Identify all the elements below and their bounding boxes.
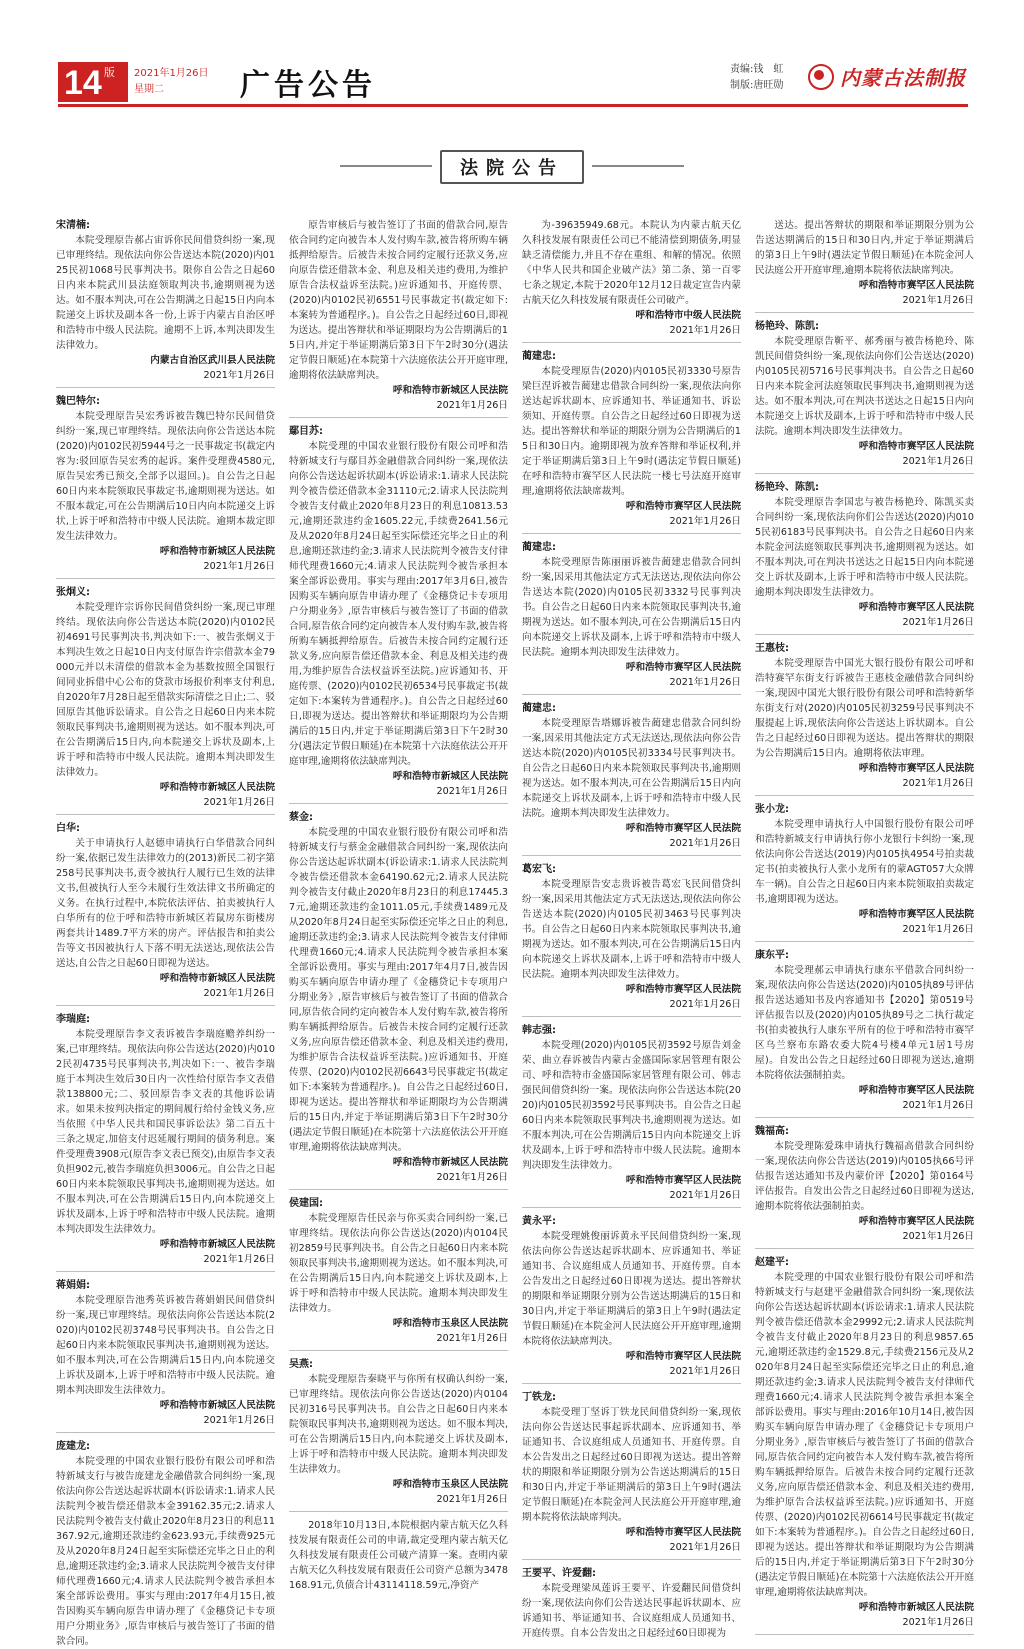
court-notice [56, 218, 275, 383]
notice-date: 2021年1月26日 [902, 924, 974, 935]
notice-party: 魏福高: [755, 1126, 789, 1137]
court-notice [289, 1518, 508, 1593]
notice-party: 张炯义: [56, 587, 90, 598]
court-notice-banner [340, 148, 684, 184]
court-notice [755, 218, 974, 308]
notice-party: 丁铁龙: [522, 1392, 556, 1403]
notice-divider [755, 1117, 974, 1118]
notice-divider [755, 1248, 974, 1249]
notice-court: 呼和浩特市新城区人民法院 [858, 1602, 974, 1613]
notice-court: 呼和浩特市赛罕区人民法院 [858, 763, 974, 774]
notice-party: 蔺建忠: [522, 703, 556, 714]
notice-party: 王惠枝: [755, 643, 789, 654]
notice-divider [755, 795, 974, 796]
notice-date: 2021年1月26日 [203, 797, 275, 808]
notice-court: 呼和浩特市新城区人民法院 [159, 782, 275, 793]
court-notice [56, 1012, 275, 1267]
notice-party: 黄永平: [522, 1216, 556, 1227]
notice-body: 本院受理原告中国光大银行股份有限公司呼和浩特赛罕东街支行诉被告王惠枝金融借款合同纠纷一案,现因中国光大银行股份有限公司呼和浩特新华东街支行对(2020)内0105民初3259号民事判决不服提起上诉,现依法向你公告送达上诉状副本。自公告之日起经过60日即视为送达。提出答辩状的期限为公告期满后15日内。逾期将依法审理。 [755, 658, 974, 759]
notice-party: 鄢目苏: [289, 426, 323, 437]
notice-divider [755, 473, 974, 474]
notice-party: 侯建国: [289, 1198, 323, 1209]
notice-divider [522, 533, 741, 534]
notice-date: 2021年1月26日 [902, 617, 974, 628]
producer: 制版:唐旺勋 [730, 80, 784, 91]
notice-divider [522, 1559, 741, 1560]
notice-divider [56, 1271, 275, 1272]
notice-body: 为-39635949.68元。本院认为内蒙古航天亿久科技发展有限责任公司已不能清偿到期债务,明显缺乏清偿能力,并且不存在重组、和解的情况。依照《中华人民共和国企业破产法》第二条、第一百零七条之规定,本院于2020年12月12日裁定宣告内蒙古航天亿久科技发展有限责任公司破产。 [522, 220, 741, 306]
notice-body: 本院受理申请执行人中国银行股份有限公司呼和浩特新城支行申请执行你小龙银行卡纠纷一案,现依法向你公告送达(2019)内0105执4954号拍卖裁定书(拍卖被执行人张小龙所有的蒙AGT057大众牌车一辆)。自公告之日起60日内来本院领取拍卖裁定书,逾期即视为送达。 [755, 819, 974, 905]
notice-body: 本院受理原告安志贵诉被告葛宏飞民间借贷纠纷一案,因采用其他法定方式无法送达,现依法向你公告送达本院(2020)内0105民初3463号民事判决书。自公告之日起60日内来本院领取民事判决书,逾期视为送达。如不服本判决,可在公告期满后15日内向本院递交上诉状及副本,上诉于呼和浩特市中级人民法院。逾期本判决即发生法律效力。 [522, 879, 741, 980]
notice-body: 本院受理的中国农业银行股份有限公司呼和浩特新城支行与蔡金金融借款合同纠纷一案,现依法向你公告送达起诉状副本(诉讼请求:1.请求人民法院判令被告偿还借款本金64190.62元;2.请求人民法院判令被告支付截止2020年8月23日的利息17445.37元,逾期还款违约金1011.05元,手续费1489元及从2020年8月24日起至实际偿还完毕之日止的利息,逾期还款违约金;3.请求人民法院判令被告支付律师代理费1660元;4.请求人民法院判令被告承担本案全部诉讼费用。事实与理由:2017年4月7日,被告因购买车辆向原告申请办理了《金穗贷记卡专项用户分期业务》,原告审核后与被告签订了书面的借款合同,原告依合同约定向被告本人发付购车款,被告将所购车辆抵押给原告。后被告未按合同约定履行还款义务,应向原告偿还借款本金、利息及相关违约费用,为维护原告合法权益诉至法院。)应诉通知书、开庭传票、(2020)内0102民初6643号民事裁定书(裁定如下:本案转为普通程序。)。自公告之日起经过60日,即视为送达。提出答辩状和举证期限均为公告期满后的15日内,并定于举证期满后第3日下午2时30分(遇法定节假日顺延)在本院第十六法庭依法公开开庭审理,逾期将依法缺席判决。 [289, 827, 508, 1153]
notice-party: 杨艳玲、陈凯: [755, 482, 819, 493]
notice-body: 本院受理原告陈丽丽诉被告蔺建忠借款合同纠纷一案,因采用其他法定方式无法送达,现依法向你公告送达本院(2020)内0105民初3332号民事判决书。自公告之日起60日内来本院领取民事判决书,逾期视为送达。如不服本判决,可在公告期满后15日内向本院递交上诉状及副本,上诉于呼和浩特市中级人民法院。逾期本判决即发生法律效力。 [522, 557, 741, 658]
notice-body: 本院受理(2020)内0105民初3592号原告刘金荣、曲立春诉被告内蒙古金盛国际家居管理有限公司、呼和浩特市金盛国际家居管理有限公司、韩志强民间借贷纠纷一案。现依法向你公告送达本院(2020)内0105民初3592号民事判决书。自公告之日起60日内来本院领取民事判决书,逾期则视为送达。如不服本判决,可在公告期满后15日内向本院递交上诉状及副本,上诉于呼和浩特市中级人民法院。逾期本判决即发生法律效力。 [522, 1040, 741, 1171]
notice-date: 2021年1月26日 [902, 1617, 974, 1628]
notice-date: 2021年1月26日 [436, 1172, 508, 1183]
newspaper-name: 内蒙古法制报 [840, 66, 966, 90]
notice-party: 白华: [56, 823, 80, 834]
notice-divider [289, 1350, 508, 1351]
notice-party: 蔺建忠: [522, 542, 556, 553]
notice-date: 2021年1月26日 [436, 786, 508, 797]
court-notice [522, 1214, 741, 1379]
page-header [0, 0, 1024, 120]
page-number-badge [58, 62, 128, 102]
notice-court: 呼和浩特市赛罕区人民法院 [858, 1085, 974, 1096]
notice-court: 呼和浩特市赛罕区人民法院 [625, 823, 741, 834]
notice-date: 2021年1月26日 [669, 1542, 741, 1553]
notice-party: 王要平、许爱翻: [522, 1568, 596, 1579]
notice-body: 本院受理原告任民亲与你买卖合同纠纷一案,已审理终结。现依法向你公告送达(2020)内0104民初2859号民事判决书。自公告之日起60日内来本院领取民事判决书,逾期则视为送达。如不服本判决,可在公告期满后15日内,向本院递交上诉状及副本,上诉于呼和浩特市中级人民法院。逾期本判决即发生法律效力。 [289, 1213, 508, 1314]
notice-body: 本院受理的中国农业银行股份有限公司呼和浩特新城支行与被告庞建龙金融借款合同纠纷一案,现依法向你公告送达起诉状副本(诉讼请求:1.请求人民法院判令被告偿还借款本金39162.35元;2.请求人民法院判令被告支付截止2020年8月23日的利息11367.92元,逾期还款违约金623.93元,手续费925元及从2020年8月24日起至实际偿还完毕之日止的利息,逾期还款违约金;3.请求人民法院判令被告支付律师代理费1660元;4.请求人民法院判令被告承担本案全部诉讼费用。事实与理由:2017年4月15日,被告因购买车辆向原告申请办理了《金穗贷记卡专项用户分期业务》,原告审核后与被告签订了书面的借款合同。 [56, 1456, 275, 1647]
court-notice [56, 585, 275, 810]
notice-party: 葛宏飞: [522, 864, 556, 875]
court-notice [755, 480, 974, 630]
notice-court: 呼和浩特市玉泉区人民法院 [392, 1318, 508, 1329]
notice-divider [522, 1016, 741, 1017]
notice-date: 2021年1月26日 [902, 456, 974, 467]
notice-court: 呼和浩特市赛罕区人民法院 [625, 984, 741, 995]
editor: 责编:钱 虹 [730, 64, 784, 75]
page-number: 14 [64, 64, 102, 102]
notice-date: 2021年1月26日 [902, 1231, 974, 1242]
court-notice [755, 319, 974, 469]
notice-divider [289, 803, 508, 804]
section-title: 广告公告 [240, 68, 376, 103]
notice-date: 2021年1月26日 [669, 1190, 741, 1201]
notice-date: 2021年1月26日 [436, 1494, 508, 1505]
notice-body: 本院受理原告塔娜诉被告蔺建忠借款合同纠纷一案,因采用其他法定方式无法送达,现依法向你公告送达本院(2020)内0105民初3334号民事判决书。自公告之日起60日内来本院领取民事判决书,逾期则视为送达。如不服本判决,可在公告期满后15日内向本院递交上诉状及副本,上诉于呼和浩特市中级人民法院。逾期本判决即发生法律效力。 [522, 718, 741, 819]
notice-court: 呼和浩特市新城区人民法院 [159, 546, 275, 557]
notice-body: 本院受理原告(2020)内0105民初3330号原告梁巨涅诉被告蔺建忠借款合同纠纷一案,现依法向你送达起诉状副本、应诉通知书、举证通知书、诉讼须知、开庭传票。自公告之日起经过60日即视为送达。提出答辩状和举证的期限分别为公告期满后的15日和30日内。逾期即视为放弃答辩和举证权利,并定于举证期满后第3日上午9时(遇法定节假日顺延)在呼和浩特市赛罕区人民法院一楼七号法庭开庭审理,逾期将依法缺席裁判。 [522, 366, 741, 497]
court-notice [56, 821, 275, 1001]
banner-line-right [592, 165, 684, 167]
column-3 [522, 218, 741, 1639]
court-notice [522, 1390, 741, 1555]
notice-body: 本院受理原告靳平、郝秀丽与被告杨艳玲、陈凯民间借贷纠纷一案,现依法向你们公告送达(2020)内0105民初5716号民事判决书。自公告之日起60日内来本院金河法庭领取民事判决书,逾期则视为送达。如不服本判决,可在判决书送达之日起15日内向本院递交上诉状及副本,上诉于呼和浩特市中级人民法院。逾期本判决即发生法律效力。 [755, 336, 974, 437]
notice-party: 李瑞庭: [56, 1014, 90, 1025]
notice-body: 本院受理原告李文表诉被告李瑞庭赡养纠纷一案,已审理终结。现依法向你公告送达(2020)内0102民初4735号民事判决书,判决如下:一、被告李瑞庭于本判决生效后30日内一次性给付原告李文表借款138800元;二、驳回原告李文表的其他诉讼请求。如果未按判决指定的期间履行给付金钱义务,应当依照《中华人民共和国民事诉讼法》第二百五十三条之规定,加倍支付迟延履行期间的债务利息。案件受理费3908元(原告李文表已预交),由原告李文表负担902元,被告李瑞庭负担3006元。自公告之日起60日内来本院领取民事判决书,逾期则视为送达。如不服本判决,可在公告期满后15日内,向本院递交上诉状及副本,上诉于呼和浩特市中级人民法院。逾期本判决即发生法律效力。 [56, 1029, 275, 1235]
court-notice [289, 1196, 508, 1346]
notice-court: 呼和浩特市赛罕区人民法院 [858, 1216, 974, 1227]
notice-body: 关于申请执行人赵德申请执行白华借款合同纠纷一案,依据已发生法律效力的(2013)新民二初字第258号民事判决书,责令被执行人履行已生效的法律文书,但被执行人至今未履行生效法律文书所确定的义务。在执行过程中,本院依法评估、拍卖被执行人白华所有的位于呼和浩特市新城区若鼠房东街楼房两套共计1489.7平方米的房产。评估报告和拍卖公告等文书因被执行人下落不明无法送达,现依法公告送达,自公告之日起60日即视为送达。 [56, 838, 275, 969]
notice-date: 2021年1月26日 [902, 778, 974, 789]
column-1 [56, 218, 275, 1647]
notice-party: 蔡金: [289, 812, 313, 823]
notice-court: 呼和浩特市新城区人民法院 [392, 1157, 508, 1168]
header-rule [58, 104, 968, 107]
court-notice [289, 424, 508, 799]
notice-court: 呼和浩特市赛罕区人民法院 [858, 280, 974, 291]
newspaper-logo [808, 62, 966, 91]
column-2 [289, 218, 508, 1591]
notice-date: 2021年1月26日 [203, 988, 275, 999]
issue-date-block [134, 66, 209, 98]
notice-body: 送达。提出答辩状的期限和举证期限分别为公告送达期满后的15日和30日内,并定于举证期满后的第3日上午9时(遇法定节假日顺延)在本院金河人民法庭公开开庭审理,逾期本院将依法缺席判决。 [755, 220, 974, 276]
notice-party: 张小龙: [755, 804, 789, 815]
court-notice [755, 948, 974, 1113]
notice-party: 蒋娟娟: [56, 1280, 90, 1291]
notice-court: 内蒙古自治区武川县人民法院 [150, 355, 275, 366]
notice-court: 呼和浩特市赛罕区人民法院 [858, 441, 974, 452]
emblem-icon [808, 64, 834, 90]
notice-body: 本院受理原告郝占宙诉你民间借贷纠纷一案,现已审理终结。现依法向你公告送达本院(2020)内0125民初1068号民事判决书。限你自公告之日起60日内来本院武川县法庭领取判决书,逾期则视为送达。如不服本判决,可在公告期满之日起15日内向本院递交上诉状及副本各一份,上诉于内蒙古自治区呼和浩特市中级人民法院。逾期不上诉,本判决即发生法律效力。 [56, 235, 275, 351]
court-notice [289, 810, 508, 1185]
notice-date: 2021年1月26日 [902, 295, 974, 306]
notice-columns [56, 218, 974, 1647]
court-notice [56, 1278, 275, 1428]
notice-date: 2021年1月26日 [902, 1100, 974, 1111]
notice-body: 本院受理的中国农业银行股份有限公司呼和浩特新城支行与赵建平金融借款合同纠纷一案,现依法向你公告送达起诉状副本(诉讼请求:1.请求人民法院判令被告偿还借款本金29992元;2.请求人民法院判令被告支付截止2020年8月23日的利息9857.65元,逾期还款违约金1529.8元,手续费2156元及从2020年8月24日起至实际偿还完毕之日止的利息,逾期还款违约金;3.请求人民法院判令被告支付律师代理费1660元;4.请求人民法院判令被告承担本案全部诉讼费用。事实与理由:2016年10月14日,被告因购买车辆向原告申请办理了《金穗贷记卡专项用户分期业务》,原告审核后与被告签订了书面的借款合同,原告依合同约定向被告本人发付购车款,被告将所购车辆抵押给原告。后被告未按合同约定履行还款义务,应向原告偿还借款本金、利息及相关违约费用,为维护原告合法权益诉至法院。)应诉通知书、开庭传票、(2020)内0102民初6614号民事裁定书(裁定如下:本案转为普通程序。)。自公告之日起经过60日,即视为送达。提出答辩状和举证期限均为公告期满后的15日内,并定于举证期满后第3日下午2时30分(遇法定节假日顺延)在本院第十六法庭依法公开开庭审理,逾期将依法缺席判决。 [755, 1272, 974, 1598]
notice-court: 呼和浩特市新城区人民法院 [159, 973, 275, 984]
notice-divider [56, 1432, 275, 1433]
column-4 [755, 218, 974, 1628]
court-notice [522, 218, 741, 338]
notice-court: 呼和浩特市赛罕区人民法院 [858, 602, 974, 613]
notice-court: 呼和浩特市新城区人民法院 [392, 385, 508, 396]
notice-court: 呼和浩特市新城区人民法院 [159, 1400, 275, 1411]
notice-party: 吴燕: [289, 1359, 313, 1370]
banner-line-left [340, 165, 432, 167]
notice-court: 呼和浩特市中级人民法院 [635, 310, 741, 321]
notice-date: 2021年1月26日 [669, 999, 741, 1010]
notice-court: 呼和浩特市新城区人民法院 [392, 771, 508, 782]
court-notice [522, 701, 741, 851]
notice-body: 本院受理的中国农业银行股份有限公司呼和浩特新城支行与鄢目苏金融借款合同纠纷一案,现依法向你公告送达起诉状副本(诉讼请求:1.请求人民法院判令被告偿还借款本金31110元;2.请求人民法院判令被告支付截止2020年8月23日的利息10813.53元,逾期还款违约金1605.22元,手续费2641.56元及从2020年8月24日起至实际偿还完毕之日止的利息,逾期还款违约金;3.请求人民法院判令被告支付律师代理费1660元;4.请求人民法院判令被告承担本案全部诉讼费用。事实与理由:2017年3月6日,被告因购买车辆向原告申请办理了《金穗贷记卡专项用户分期业务》,原告审核后与被告签订了书面的借款合同,原告依合同约定向被告本人发付购车款,被告将所购车辆抵押给原告。后被告未按合同约定履行还款义务,应向原告偿还借款本金、利息及相关违约费用,为维护原告合法权益诉至法院。)应诉通知书、开庭传票、(2020)内0102民初6534号民事裁定书(裁定如下:本案转为普通程序。)。自公告之日起经过60日,即视为送达。提出答辩状和举证期限均为公告期满后的15日内,并定于举证期满后第3日下午2时30分(遇法定节假日顺延)在本院第十六法庭依法公开开庭审理,逾期将依法缺席判决。 [289, 441, 508, 767]
notice-body: 本院受理许宗诉你民间借贷纠纷一案,现已审理终结。现依法向你公告送达本院(2020)内0102民初4691号民事判决书,判决如下:一、被告张炯义于本判决生效之日起10日内支付原告许宗借款本金79000元并以未清偿的借款本金为基数按照全国银行间同业拆借中心公布的贷款市场报价利率支付利息,自2020年7月28日起至借款实际清偿之日止;二、驳回原告其他诉讼请求。自公告之日起60日内来本院领取民事判决书,逾期则视为送达。如不服本判决,可在公告期满后15日内,向本院递交上诉状及副本,上诉于呼和浩特市中级人民法院。逾期本判决即发生法律效力。 [56, 602, 275, 778]
notice-court: 呼和浩特市赛罕区人民法院 [625, 501, 741, 512]
notice-body: 本院受理原告李国忠与被告杨艳玲、陈凯买卖合同纠纷一案,现依法向你们公告送达(2020)内0105民初6183号民事判决书。自公告之日起60日内来本院金河法庭领取民事判决书,逾期则视为送达。如不服本判决,可在判决书送达之日起15日内向本院递交上诉状及副本,上诉于呼和浩特市中级人民法院。逾期本判决即发生法律效力。 [755, 497, 974, 598]
notice-divider [56, 578, 275, 579]
issue-date: 2021年1月26日 [134, 68, 209, 79]
court-notice [289, 1357, 508, 1507]
editor-credits [730, 62, 783, 94]
notice-body: 原告审核后与被告签订了书面的借款合同,原告依合同约定向被告本人发付购车款,被告将所购车辆抵押给原告。后被告未按合同约定履行还款义务,应向原告偿还借款本金、利息及相关违约费用,为维护原告合法权益诉至法院。)应诉通知书、开庭传票、(2020)内0102民初6551号民事裁定书(裁定如下:本案转为普通程序。)。自公告之日起经过60日,即视为送达。提出答辩状和举证期限均为公告期满后的15日内,并定于举证期满后第3日下午2时30分(遇法定节假日顺延)在本院第十六法庭依法公开开庭审理,逾期将依法缺席判决。 [289, 220, 508, 381]
notice-date: 2021年1月26日 [203, 370, 275, 381]
banner-title: 法院公告 [440, 150, 584, 184]
notice-date: 2021年1月26日 [436, 1333, 508, 1344]
notice-body: 本院受理原告池秀英诉被告蒋娟娟民间借贷纠纷一案,现已审理终结。现依法向你公告送达本院(2020)内0102民初3748号民事判决书。自公告之日起60日内来本院领取民事判决书,逾期则视为送达。如不服本判决,可在公告期满后15日内,向本院递交上诉状及副本,上诉于呼和浩特市中级人民法院。逾期本判决即发生法律效力。 [56, 1295, 275, 1396]
notice-party: 康东平: [755, 950, 789, 961]
notice-body: 本院受理原告吴宏秀诉被告魏巴特尔民间借贷纠纷一案,现已审理终结。现依法向你公告送达本院(2020)内0102民初5944号之一民事裁定书(裁定内容为:驳回原告吴宏秀的起诉。案件受理费4580元,原告吴宏秀已预交,全部予以退回。)。自公告之日起60日内来本院领取民事裁定书,逾期则视为送达。如不服本裁定,可在公告期满后10日内向本院递交上诉状,上诉于呼和浩特市中级人民法院。逾期本裁定即发生法律效力。 [56, 411, 275, 542]
court-notice [56, 394, 275, 574]
notice-court: 呼和浩特市赛罕区人民法院 [625, 1175, 741, 1186]
court-notice [755, 641, 974, 791]
notice-divider [289, 417, 508, 418]
notice-divider [289, 1511, 508, 1512]
notice-divider [522, 1383, 741, 1384]
notice-party: 庞建龙: [56, 1441, 90, 1452]
notice-divider [522, 694, 741, 695]
notice-date: 2021年1月26日 [203, 1254, 275, 1265]
court-notice [522, 862, 741, 1012]
notice-party: 赵建平: [755, 1257, 789, 1268]
notice-party: 宋清楠: [56, 220, 90, 231]
court-notice [522, 1566, 741, 1641]
notice-divider [56, 1005, 275, 1006]
notice-party: 韩志强: [522, 1025, 556, 1036]
notice-date: 2021年1月26日 [669, 677, 741, 688]
notice-date: 2021年1月26日 [436, 400, 508, 411]
notice-divider [755, 312, 974, 313]
court-notice [56, 1439, 275, 1649]
notice-court: 呼和浩特市玉泉区人民法院 [392, 1479, 508, 1490]
court-notice [289, 218, 508, 413]
notice-party: 蔺建忠: [522, 351, 556, 362]
notice-divider [755, 634, 974, 635]
notice-court: 呼和浩特市赛罕区人民法院 [625, 1351, 741, 1362]
court-notice [755, 802, 974, 937]
notice-body: 本院受理梁凤莲诉王要平、许爱翻民间借贷纠纷一案,现依法向你们公告送达民事起诉状副本、应诉通知书、举证通知书、合议庭组成人员通知书、开庭传票。自本公告发出之日起经过60日即视为 [522, 1583, 741, 1639]
notice-date: 2021年1月26日 [669, 325, 741, 336]
notice-divider [755, 941, 974, 942]
issue-weekday: 星期二 [134, 84, 164, 95]
page-suffix: 版 [103, 66, 115, 79]
notice-divider [56, 814, 275, 815]
notice-party: 魏巴特尔: [56, 396, 100, 407]
court-notice [755, 1124, 974, 1244]
notice-date: 2021年1月26日 [669, 516, 741, 527]
notice-body: 本院受理丁坚诉丁铁龙民间借贷纠纷一案,现依法向你公告送达民事起诉状副本、应诉通知书、举证通知书、合议庭组成人员通知书、开庭传票。自本公告发出之日起经过60日即视为送达。提出答辩状的期限和举证期限分别为公告送达期满后的15日和30日内,并定于举证期满后的第3日上午9时(遇法定节假日顺延)在本院金河人民法庭公开开庭审理,逾期本院将依法缺席判决。 [522, 1407, 741, 1523]
court-notice [755, 1255, 974, 1630]
notice-divider [522, 342, 741, 343]
notice-court: 呼和浩特市新城区人民法院 [159, 1239, 275, 1250]
notice-divider [755, 1634, 974, 1635]
notice-body: 2018年10月13日,本院根据内蒙古航天亿久科技发展有限责任公司的申请,裁定受理内蒙古航天亿久科技发展有限责任公司破产清算一案。查明内蒙古航天亿久科技发展有限责任公司资产总额为3478168.91元,负债合计43114118.59元,净资产 [289, 1520, 508, 1591]
notice-court: 呼和浩特市赛罕区人民法院 [625, 1527, 741, 1538]
notice-body: 本院受理姚俊丽诉黄永平民间借贷纠纷一案,现依法向你公告送达起诉状副本、应诉通知书、举证通知书、合议庭组成人员通知书、开庭传票。自本公告发出之日起经过60日即视为送达。提出答辩状的期限和举证期限分别为公告送达期满后的15日和30日内,并定于举证期满后的第3日上午9时(遇法定节假日顺延)在本院金河人民法庭公开开庭审理,逾期本院将依法缺席判决。 [522, 1231, 741, 1347]
notice-body: 本院受理陈爱珠申请执行魏福高借款合同纠纷一案,现依法向你公告送达(2019)内0105执66号评估报告送达通知书及内蒙价评【2020】第0164号评估报告。自发出公告之日起经过60日即视为送达,逾期本院将依法强制拍卖。 [755, 1141, 974, 1212]
notice-date: 2021年1月26日 [669, 1366, 741, 1377]
court-notice [522, 540, 741, 690]
notice-date: 2021年1月26日 [203, 1415, 275, 1426]
notice-body: 本院受理郝云申请执行康东平借款合同纠纷一案,现依法向你公告送达(2020)内0105执89号评估报告送达通知书及内容通知书【2020】第0519号评估报告以及(2020)内0105执89号之二执行裁定书(拍卖被执行人康东平所有的位于呼和浩特市赛罕区乌兰察布东路农委大院4号楼4单元1居1号房屋)。自发出公告之日起经过60日即视为送达,逾期本院将依法强制拍卖。 [755, 965, 974, 1081]
notice-divider [289, 1189, 508, 1190]
notice-date: 2021年1月26日 [203, 561, 275, 572]
notice-divider [522, 1207, 741, 1208]
notice-date: 2021年1月26日 [669, 838, 741, 849]
court-notice [522, 349, 741, 529]
notice-court: 呼和浩特市赛罕区人民法院 [625, 662, 741, 673]
notice-court: 呼和浩特市赛罕区人民法院 [858, 909, 974, 920]
notice-divider [56, 387, 275, 388]
court-notice [522, 1023, 741, 1203]
notice-body: 本院受理原告秦晓平与你所有权确认纠纷一案,已审理终结。现依法向你公告送达(2020)内0104民初316号民事判决书。自公告之日起60日内来本院领取民事判决书,逾期则视为送达。如不服本判决,可在公告期满后15日内,向本院递交上诉状及副本,上诉于呼和浩特市中级人民法院。逾期本判决即发生法律效力。 [289, 1374, 508, 1475]
notice-party: 杨艳玲、陈凯: [755, 321, 819, 332]
notice-divider [522, 855, 741, 856]
